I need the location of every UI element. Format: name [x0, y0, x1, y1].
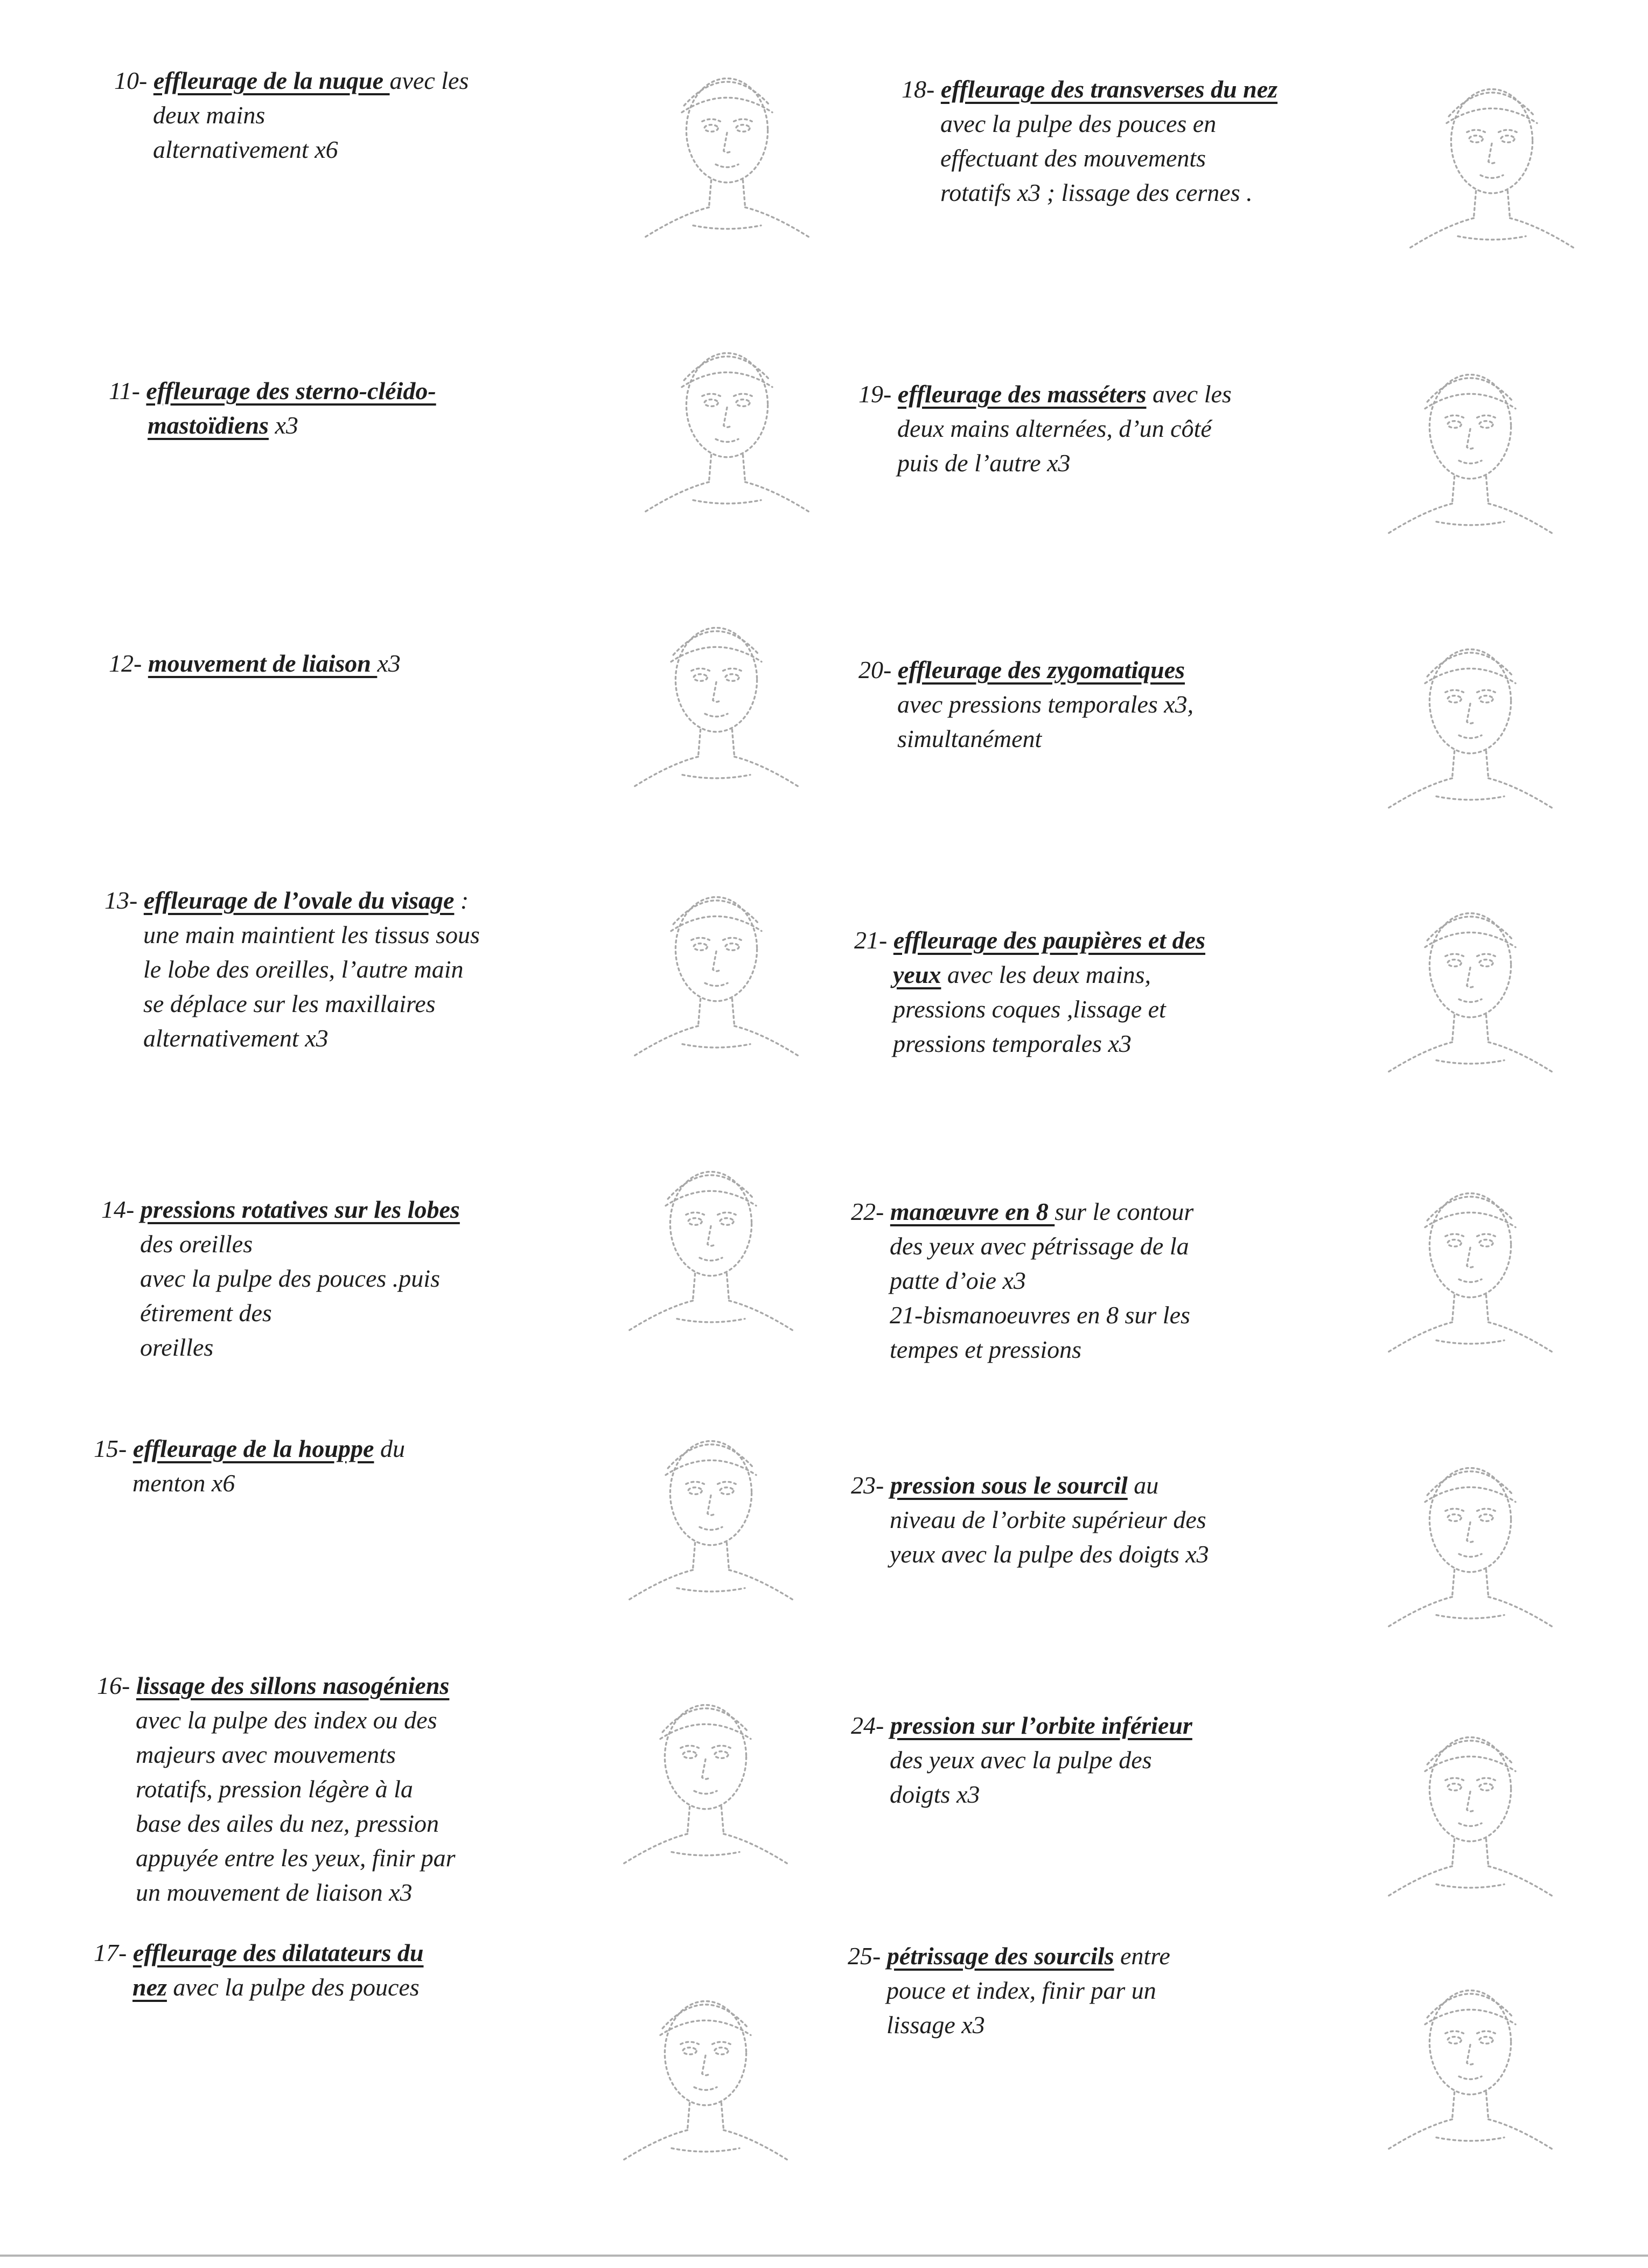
face-illustration-18 — [1379, 48, 1605, 275]
step-text: du — [374, 1435, 405, 1462]
step-line — [97, 1875, 456, 1910]
step-line — [851, 1195, 1193, 1229]
step-term: pétrissage des sourcils — [886, 1942, 1114, 1970]
step-line — [109, 408, 436, 443]
step-text: un mouvement de liaison x3 — [136, 1879, 413, 1906]
face-illustration-19 — [1357, 334, 1583, 560]
step-number: 15- — [94, 1435, 133, 1462]
face-sketch-icon — [1357, 1153, 1583, 1379]
step-line — [902, 176, 1277, 210]
step-text: majeurs avec mouvements — [136, 1741, 396, 1768]
face-illustration-14 — [598, 1131, 824, 1357]
step-line — [851, 1708, 1192, 1743]
step-line — [97, 1703, 456, 1737]
step-line — [101, 1192, 460, 1227]
step-line — [104, 883, 480, 918]
face-sketch-icon — [1357, 873, 1583, 1099]
step-line — [848, 2008, 1170, 2042]
step-line — [902, 107, 1277, 141]
step-text: menton x6 — [132, 1469, 235, 1497]
step-text: avec la pulpe des pouces en — [940, 110, 1217, 137]
face-illustration-16 — [592, 1664, 819, 1890]
step-line — [858, 411, 1232, 446]
step-text: patte d’oie x3 — [890, 1267, 1026, 1294]
step-24 — [851, 1708, 1192, 1812]
step-line — [851, 1332, 1193, 1367]
step-number: 13- — [104, 887, 144, 914]
step-25 — [848, 1939, 1170, 2042]
step-number: 16- — [97, 1672, 136, 1699]
face-sketch-icon — [1379, 48, 1605, 275]
step-text: niveau de l’orbite supérieur des — [890, 1506, 1206, 1533]
face-illustration-21 — [1357, 873, 1583, 1099]
step-text: yeux avec la pulpe des doigts x3 — [890, 1540, 1209, 1568]
step-text: entre — [1114, 1942, 1170, 1970]
step-term: nez — [132, 1973, 167, 2001]
step-text: rotatifs x3 ; lissage des cernes . — [940, 179, 1253, 206]
step-line — [854, 992, 1205, 1027]
step-text: sur le contour — [1055, 1198, 1194, 1225]
step-line — [854, 958, 1205, 992]
step-text: deux mains — [153, 101, 266, 129]
step-text: appuyée entre les yeux, finir par — [136, 1844, 456, 1872]
face-illustration-23 — [1357, 1427, 1583, 1653]
step-text: avec la pulpe des pouces — [166, 1973, 420, 2001]
face-sketch-icon — [592, 1960, 819, 2187]
face-illustration-10 — [614, 38, 840, 264]
step-line — [858, 377, 1232, 411]
step-line — [858, 446, 1232, 480]
step-text: étirement des — [140, 1299, 272, 1327]
step-text: deux mains alternées, d’un côté — [897, 415, 1212, 442]
step-21 — [854, 923, 1205, 1061]
step-term: mastoïdiens — [148, 411, 269, 439]
step-line — [854, 1027, 1205, 1061]
face-illustration-17 — [592, 1960, 819, 2187]
step-text: tempes et pressions — [890, 1336, 1082, 1363]
step-20 — [858, 653, 1193, 756]
face-sketch-icon — [614, 38, 840, 264]
step-number: 22- — [851, 1198, 890, 1225]
step-line — [94, 1432, 405, 1466]
step-number: 24- — [851, 1712, 890, 1739]
step-line — [902, 72, 1277, 107]
step-term: effleurage des masséters — [897, 380, 1147, 408]
step-term: manœuvre en 8 — [890, 1198, 1055, 1225]
step-line — [114, 98, 469, 132]
step-text: au — [1127, 1471, 1159, 1499]
step-text: x3 — [268, 411, 298, 439]
step-text: x3 — [377, 650, 401, 677]
step-line — [848, 1939, 1170, 1973]
step-text: avec la pulpe des pouces .puis — [140, 1265, 440, 1292]
step-line — [858, 722, 1193, 756]
step-line — [94, 1970, 423, 2005]
step-16 — [97, 1669, 456, 1910]
step-text: base des ailes du nez, pression — [136, 1810, 439, 1837]
step-term: effleurage des zygomatiques — [897, 656, 1185, 683]
step-text: doigts x3 — [890, 1781, 980, 1808]
face-sketch-icon — [598, 1131, 824, 1357]
step-line — [97, 1806, 456, 1841]
step-number: 25- — [848, 1942, 887, 1970]
step-text: 21-bismanoeuvres en 8 sur les — [890, 1301, 1190, 1329]
step-line — [94, 1936, 423, 1970]
step-text: le lobe des oreilles, l’autre main — [143, 955, 464, 983]
step-line — [858, 653, 1193, 687]
step-line — [851, 1229, 1193, 1264]
step-text: avec la pulpe des index ou des — [136, 1706, 437, 1734]
step-term: effleurage des sterno-cléido- — [146, 377, 436, 404]
step-term: mouvement de liaison — [148, 650, 378, 677]
step-term: effleurage de la houppe — [132, 1435, 374, 1462]
step-term: effleurage de la nuque — [153, 67, 390, 94]
step-number: 11- — [109, 377, 146, 404]
step-text: rotatifs, pression légère à la — [136, 1775, 413, 1803]
step-line — [104, 1021, 480, 1056]
face-illustration-22 — [1357, 1153, 1583, 1379]
step-line — [104, 952, 480, 987]
step-23 — [851, 1468, 1209, 1572]
step-line — [851, 1468, 1209, 1503]
step-term: effleurage des transverses du nez — [940, 75, 1278, 103]
face-illustration-13 — [603, 856, 829, 1083]
step-term: lissage des sillons nasogéniens — [136, 1672, 450, 1699]
step-text: lissage x3 — [886, 2011, 985, 2039]
step-line — [858, 687, 1193, 722]
step-22 — [851, 1195, 1193, 1367]
step-term: effleurage de l’ovale du visage — [143, 887, 455, 914]
step-number: 18- — [902, 75, 941, 103]
step-line — [851, 1777, 1192, 1812]
step-14 — [101, 1192, 460, 1365]
step-line — [851, 1537, 1209, 1572]
step-line — [101, 1330, 460, 1365]
step-line — [94, 1466, 405, 1501]
step-text: pressions coques ,lissage et — [893, 995, 1166, 1023]
step-text: effectuant des mouvements — [940, 144, 1206, 172]
step-number: 17- — [94, 1939, 133, 1966]
face-sketch-icon — [1357, 334, 1583, 560]
face-sketch-icon — [603, 856, 829, 1083]
step-line — [109, 646, 401, 681]
face-illustration-20 — [1357, 609, 1583, 835]
step-term: yeux — [893, 961, 941, 988]
step-text: des oreilles — [140, 1230, 253, 1258]
step-text: des yeux avec la pulpe des — [890, 1746, 1152, 1774]
face-sketch-icon — [603, 587, 829, 813]
step-line — [97, 1772, 456, 1806]
face-illustration-24 — [1357, 1697, 1583, 1923]
step-line — [97, 1841, 456, 1875]
face-illustration-12 — [603, 587, 829, 813]
step-text: puis de l’autre x3 — [897, 449, 1071, 477]
step-17 — [94, 1936, 423, 2005]
step-text: des yeux avec pétrissage de la — [890, 1232, 1189, 1260]
step-line — [851, 1743, 1192, 1777]
scan-edge-line — [0, 2255, 1648, 2257]
step-text: alternativement x6 — [153, 136, 338, 163]
step-line — [851, 1264, 1193, 1298]
step-line — [101, 1261, 460, 1296]
step-term: effleurage des paupières et des — [893, 926, 1205, 954]
step-line — [114, 64, 469, 98]
step-number: 12- — [109, 650, 148, 677]
step-15 — [94, 1432, 405, 1501]
face-sketch-icon — [598, 1400, 824, 1627]
face-illustration-15 — [598, 1400, 824, 1627]
step-19 — [858, 377, 1232, 480]
step-term: pressions rotatives sur les lobes — [140, 1196, 460, 1223]
step-number: 10- — [114, 67, 153, 94]
step-line — [104, 918, 480, 952]
step-11 — [109, 374, 436, 443]
step-number: 21- — [854, 926, 893, 954]
step-line — [851, 1503, 1209, 1537]
step-line — [854, 923, 1205, 958]
step-number: 23- — [851, 1471, 890, 1499]
step-number: 20- — [858, 656, 898, 683]
step-text: se déplace sur les maxillaires — [143, 990, 436, 1017]
step-text: avec les deux mains, — [941, 961, 1151, 988]
step-text: avec les — [1146, 380, 1232, 408]
step-line — [902, 141, 1277, 176]
step-text: une main maintient les tissus sous — [143, 921, 480, 948]
face-sketch-icon — [592, 1664, 819, 1890]
face-sketch-icon — [614, 312, 840, 539]
step-number: 14- — [101, 1196, 141, 1223]
step-text: pouce et index, finir par un — [886, 1977, 1156, 2004]
step-10 — [114, 64, 469, 167]
step-line — [109, 374, 436, 408]
step-line — [97, 1669, 456, 1703]
step-line — [104, 987, 480, 1021]
step-18 — [902, 72, 1277, 210]
step-line — [101, 1227, 460, 1261]
step-term: pression sur l’orbite inférieur — [890, 1712, 1192, 1739]
face-sketch-icon — [1357, 1950, 1583, 2176]
step-12 — [109, 646, 401, 681]
step-line — [97, 1737, 456, 1772]
face-sketch-icon — [1357, 609, 1583, 835]
step-term: pression sous le sourcil — [890, 1471, 1128, 1499]
step-13 — [104, 883, 480, 1056]
face-sketch-icon — [1357, 1697, 1583, 1923]
face-illustration-11 — [614, 312, 840, 539]
step-text: avec les — [389, 67, 469, 94]
step-text: simultanément — [897, 725, 1042, 752]
step-line — [114, 132, 469, 167]
step-text: avec pressions temporales x3, — [897, 690, 1194, 718]
step-text: alternativement x3 — [143, 1024, 329, 1052]
step-text: oreilles — [140, 1334, 214, 1361]
step-text: pressions temporales x3 — [893, 1030, 1132, 1057]
step-text: : — [454, 887, 469, 914]
step-line — [101, 1296, 460, 1330]
step-number: 19- — [858, 380, 898, 408]
step-line — [851, 1298, 1193, 1332]
face-sketch-icon — [1357, 1427, 1583, 1653]
face-illustration-25 — [1357, 1950, 1583, 2176]
step-term: effleurage des dilatateurs du — [132, 1939, 424, 1966]
step-line — [848, 1973, 1170, 2008]
